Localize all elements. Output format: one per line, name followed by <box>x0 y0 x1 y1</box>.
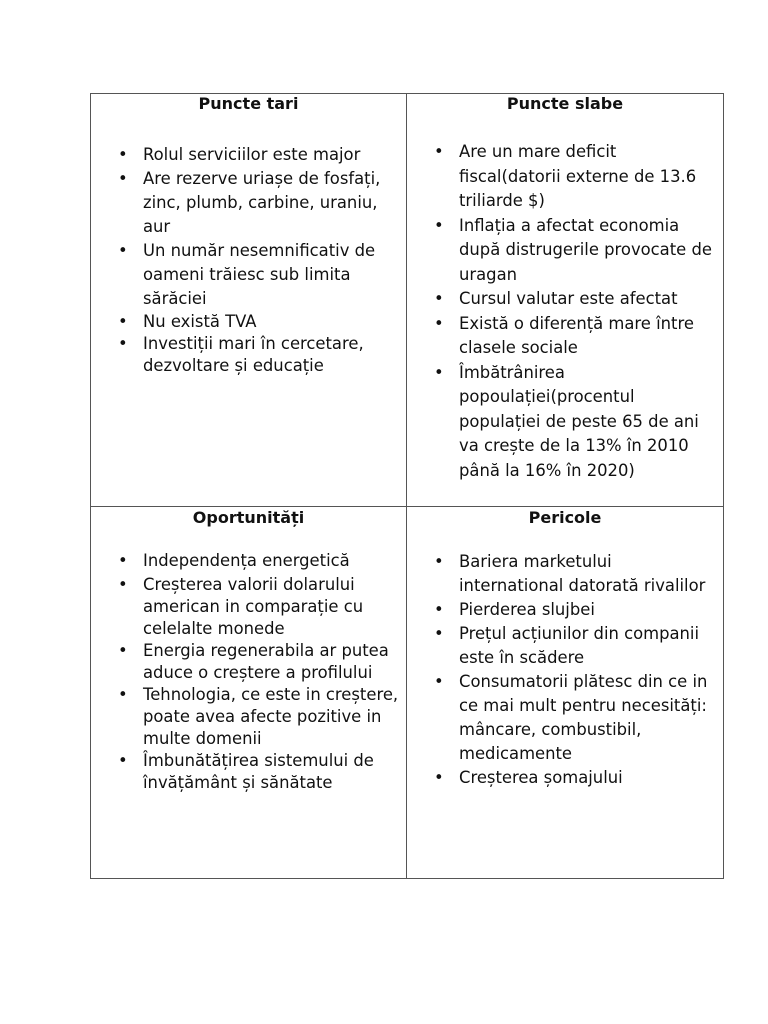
threats-cell <box>407 507 724 879</box>
list-item: • Un număr nesemnificativ de oameni trăiesc sub limita sărăciei <box>91 239 406 311</box>
list-item: • Investiții mari în cercetare, dezvoltare și educație <box>91 333 406 377</box>
weaknesses-cell <box>407 94 724 507</box>
swot-table <box>90 93 724 879</box>
list-item: • Are rezerve uriașe de fosfați, zinc, plumb, carbine, uraniu, aur <box>91 167 406 239</box>
swot-row-bottom <box>91 507 724 879</box>
weaknesses-title: Puncte slabe <box>506 94 624 113</box>
weaknesses-list <box>407 140 723 483</box>
list-item: • Prețul acțiunilor din companii este în scădere <box>407 622 723 670</box>
list-item: • Nu există TVA <box>91 311 406 333</box>
list-item: • Energia regenerabila ar putea aduce o creștere a profilului <box>91 640 406 684</box>
list-item: • Îmbunătățirea sistemului de învățământ și sănătate <box>91 750 406 794</box>
list-item: • Rolul serviciilor este major <box>91 143 406 167</box>
swot-row-top <box>91 94 724 507</box>
list-item: • Cursul valutar este afectat <box>407 287 723 312</box>
threats-title: Pericole <box>528 508 602 527</box>
strengths-list <box>91 143 406 377</box>
opportunities-title: Oportunități <box>192 508 305 527</box>
strengths-cell <box>91 94 407 507</box>
list-item: • Inflația a afectat economia după distrugerile provocate de uragan <box>407 214 723 288</box>
list-item: • Pierderea slujbei <box>407 598 723 622</box>
opportunities-list <box>91 550 406 794</box>
list-item: • Consumatorii plătesc din ce in ce mai mult pentru necesități: mâncare, combustibil, medicamente <box>407 670 723 766</box>
list-item: • Creșterea valorii dolarului american in comparație cu celelalte monede <box>91 574 406 640</box>
list-item: • Există o diferență mare între clasele sociale <box>407 312 723 361</box>
threats-list <box>407 550 723 790</box>
list-item: • Creșterea șomajului <box>407 766 723 790</box>
list-item: • Tehnologia, ce este in creștere, poate avea afecte pozitive in multe domenii <box>91 684 406 750</box>
opportunities-cell <box>91 507 407 879</box>
list-item: • Îmbătrânirea popoulației(procentul populației de peste 65 de ani va crește de la 13% în 2010 până la 16% în 2020) <box>407 361 723 484</box>
list-item: • Are un mare deficit fiscal(datorii externe de 13.6 triliarde $) <box>407 140 723 214</box>
strengths-title: Puncte tari <box>198 94 299 113</box>
list-item: • Bariera marketului international datorată rivalilor <box>407 550 723 598</box>
list-item: • Independența energetică <box>91 550 406 572</box>
